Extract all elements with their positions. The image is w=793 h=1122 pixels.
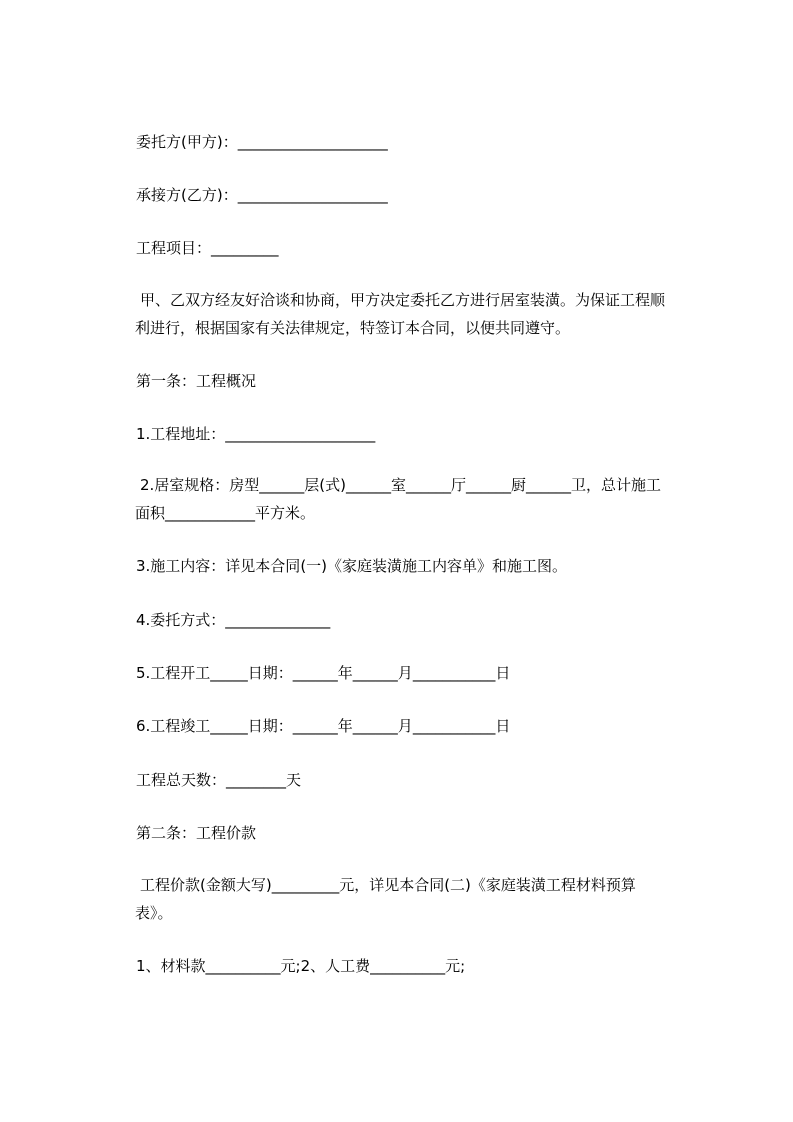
price-line-1: 工程价款(金额大写)_________元，详见本合同(二)《家庭装潢工程材料预算 — [140, 876, 636, 894]
item-6-end-date: 6.工程竣工_____日期：______年______月___________日 — [136, 717, 511, 735]
article-1-title: 第一条：工程概况 — [136, 372, 257, 390]
intro-line-1: 甲、乙双方经友好洽谈和协商，甲方决定委托乙方进行居室装潢。为保证工程顺 — [140, 291, 666, 309]
total-days-line: 工程总天数：________天 — [136, 771, 302, 789]
item-2-line-1: 2.居室规格：房型______层(式)______室______厅______厨______卫，总计施工 — [140, 476, 662, 494]
price-paragraph — [136, 871, 711, 927]
item-1-address: 1.工程地址：____________________ — [136, 425, 376, 443]
price-line-2: 表》。 — [135, 904, 173, 922]
item-5-start-date: 5.工程开工_____日期：______年______月___________日 — [136, 664, 511, 682]
party-a-line: 委托方(甲方)：____________________ — [136, 133, 388, 151]
item-3-content: 3.施工内容：详见本合同(一)《家庭装潢施工内容单》和施工图。 — [136, 557, 568, 575]
intro-paragraph — [136, 286, 711, 342]
intro-line-2: 利进行，根据国家有关法律规定，特签订本合同，以便共同遵守。 — [135, 319, 571, 337]
costs-line: 1、材料款__________元;2、人工费__________元; — [136, 957, 466, 975]
item-2-line-2: 面积____________平方米。 — [135, 504, 316, 522]
item-2-paragraph — [136, 471, 711, 527]
project-line: 工程项目：_________ — [136, 239, 279, 257]
item-4-method: 4.委托方式：______________ — [136, 611, 331, 629]
party-b-line: 承接方(乙方)：____________________ — [136, 186, 388, 204]
article-2-title: 第二条：工程价款 — [136, 824, 257, 842]
